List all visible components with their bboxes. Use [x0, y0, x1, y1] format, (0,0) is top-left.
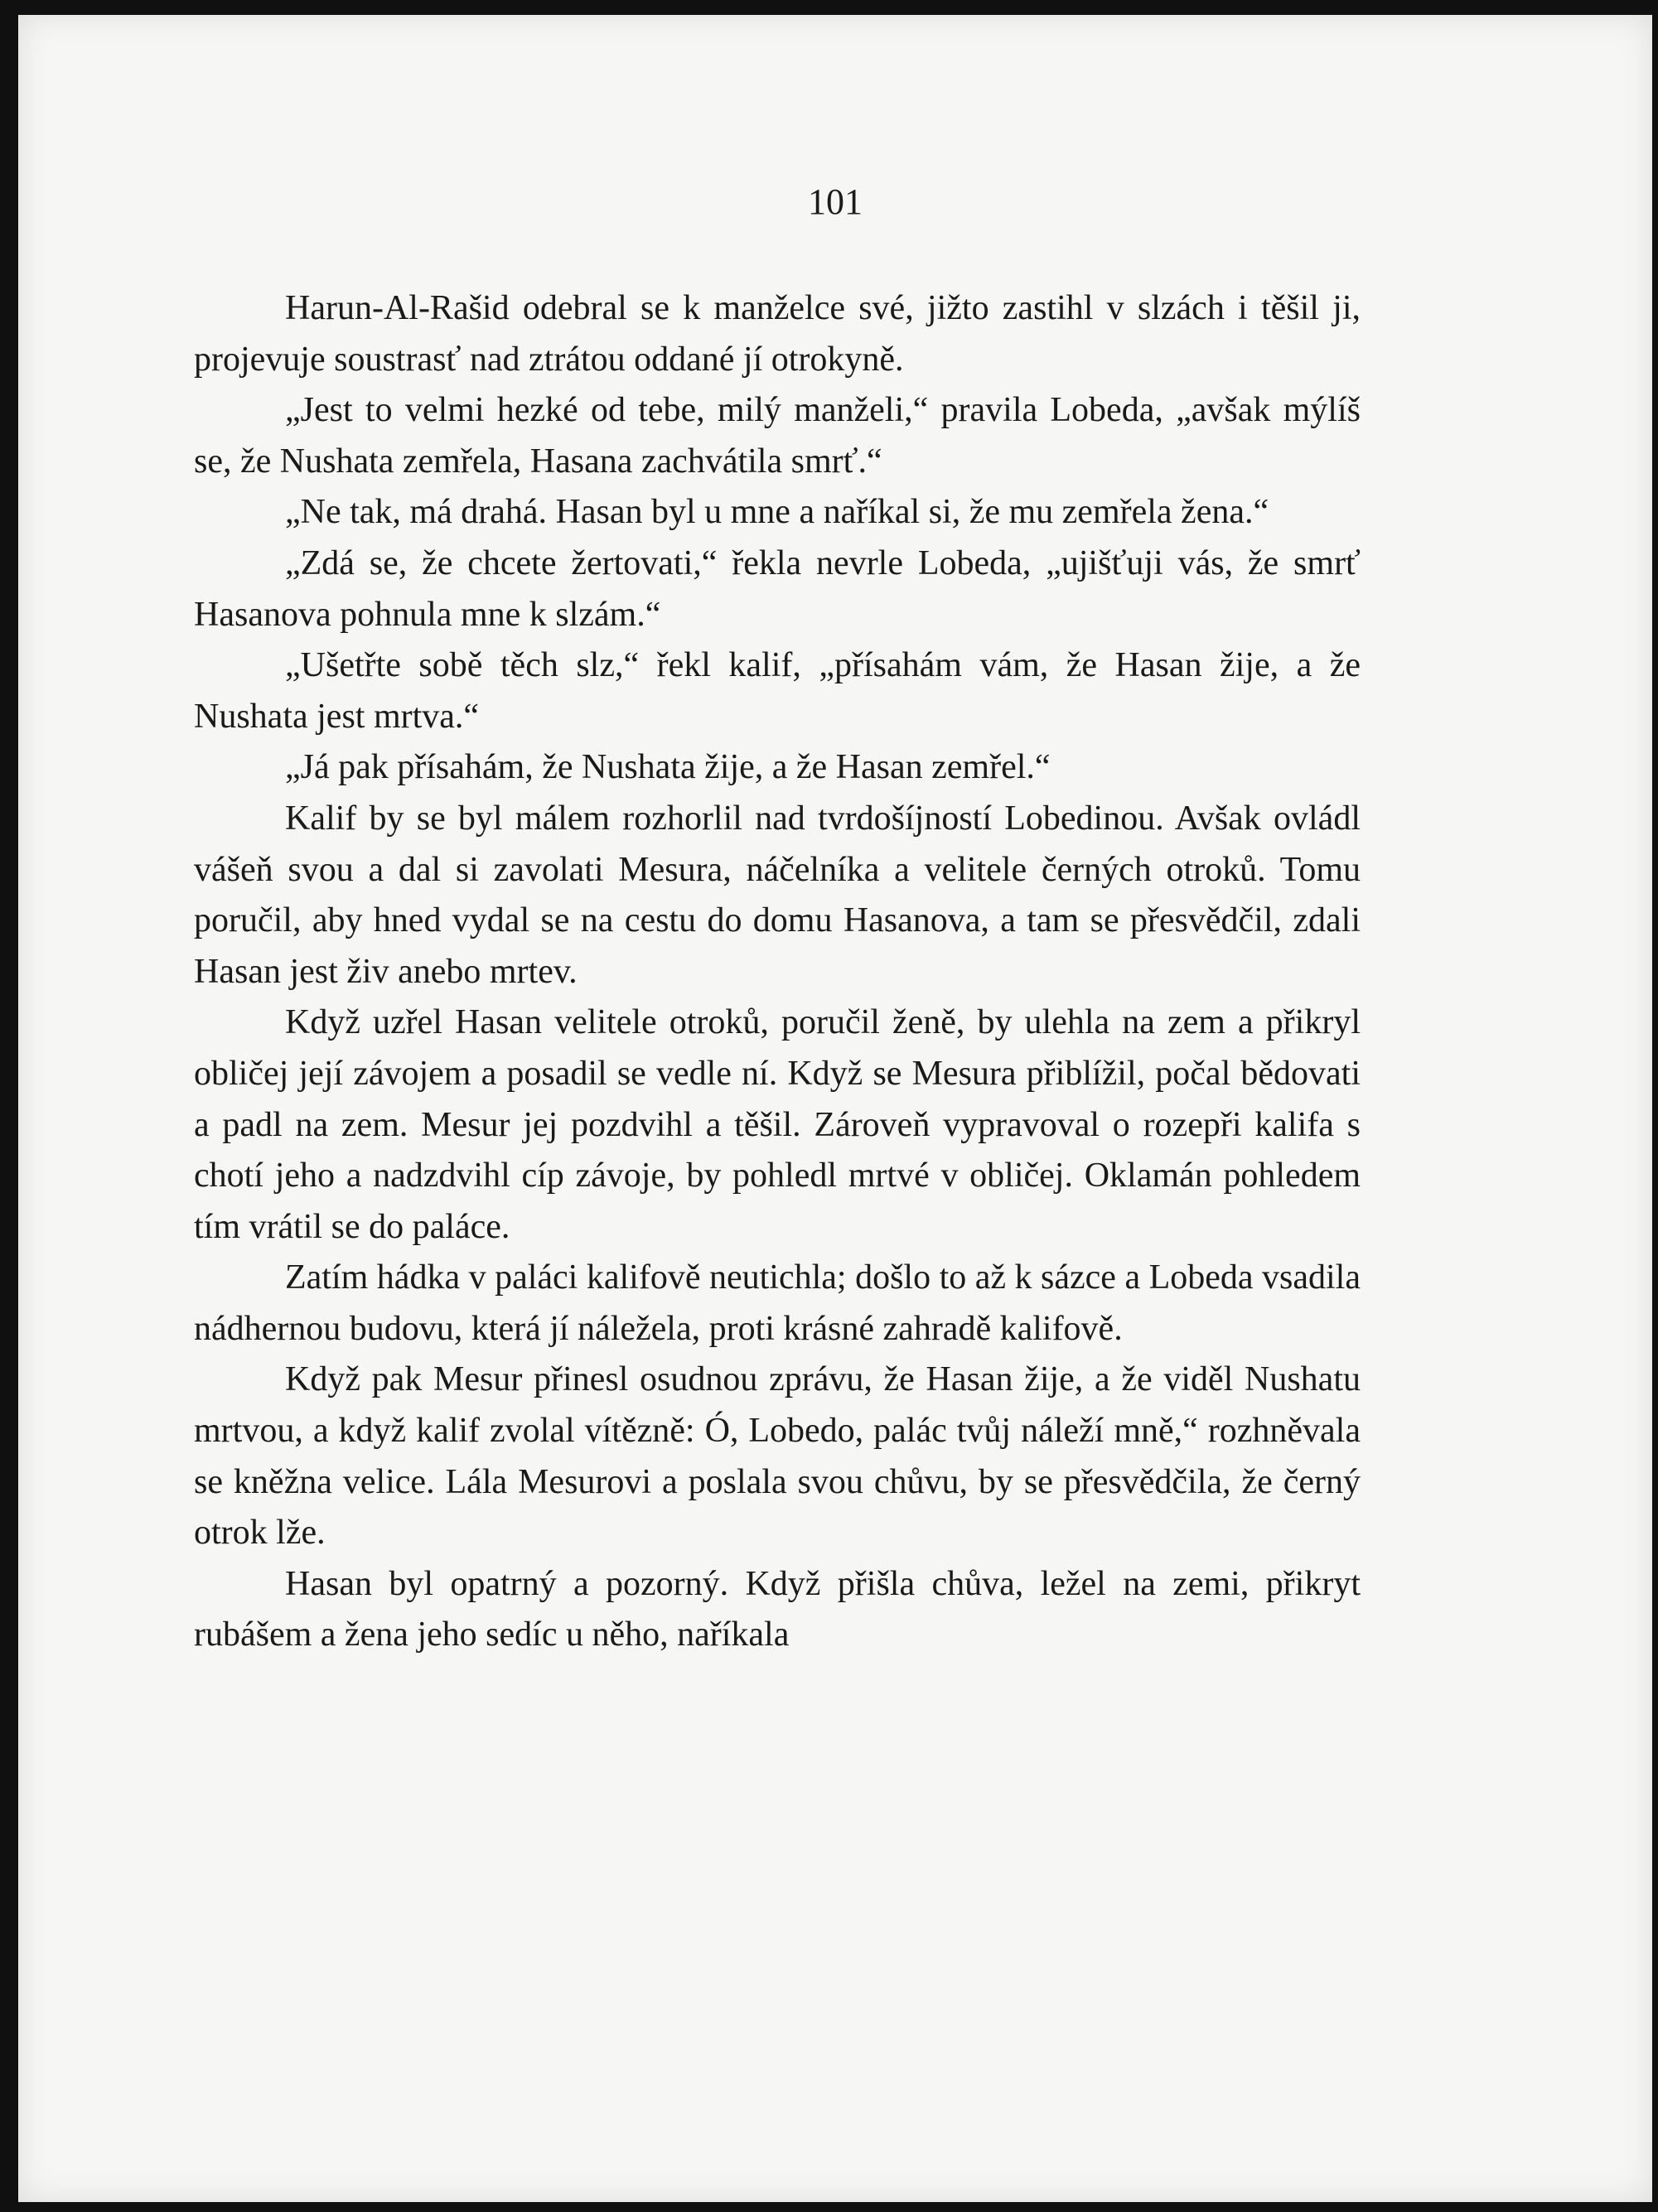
paragraph: Kalif by se byl málem rozhorlil nad tvrdošíjností Lobedinou. Avšak ovládl vášeň svou a dal si zavolati Mesura, náčelníka a velitele černých otroků. Tomu poručil, aby hned vydal se na cestu do domu Hasanova, a tam se přesvědčil, zdali Hasan jest živ anebo mrtev.	[194, 799, 1361, 991]
paragraph: „Zdá se, že chcete žertovati,“ řekla nevrle Lobeda, „ujišťuji vás, že smrť Hasanova pohnula mne k slzám.“	[194, 543, 1361, 634]
paragraph: „Jest to velmi hezké od tebe, milý manželi,“ pravila Lobeda, „avšak mýlíš se, že Nushata zemřela, Hasana zachvátila smrť.“	[194, 391, 1361, 481]
paragraph: „Já pak přísahám, že Nushata žije, a že Hasan zemřel.“	[285, 748, 1051, 787]
paragraph: „Ne tak, má drahá. Hasan byl u mne a naříkal si, že mu zemřela žena.“	[285, 493, 1269, 532]
paragraph: Hasan byl opatrný a pozorný. Když přišla chůva, ležel na zemi, přikryt rubášem a žena jeho sedíc u něho, naříkala	[194, 1564, 1361, 1654]
book-page	[18, 15, 1652, 2202]
paragraph: Když pak Mesur přinesl osudnou zprávu, že Hasan žije, a že viděl Nushatu mrtvou, a když kalif zvolal vítězně: Ó, Lobedo, palác tvůj náleží mně,“ rozhněvala se kněžna velice. Lála Mesurovi a poslala svou chůvu, by se přesvědčila, že černý otrok lže.	[194, 1360, 1361, 1553]
body-text	[194, 283, 1361, 1661]
paragraph: Harun-Al-Rašid odebral se k manželce své, jižto zastihl v slzách i těšil ji, projevuje soustrasť nad ztrátou oddané jí otrokyně.	[194, 289, 1361, 379]
page-number: 101	[808, 181, 863, 222]
paragraph: „Ušetřte sobě těch slz,“ řekl kalif, „přísahám vám, že Hasan žije, a že Nushata jest mrtva.“	[194, 646, 1361, 736]
paragraph: Zatím hádka v paláci kalifově neutichla; došlo to až k sázce a Lobeda vsadila nádhernou budovu, která jí náležela, proti krásné zahradě kalifově.	[194, 1258, 1361, 1348]
paragraph: Když uzřel Hasan velitele otroků, poručil ženě, by ulehla na zem a přikryl obličej její závojem a posadil se vedle ní. Když se Mesura přiblížil, počal bědovati a padl na zem. Mesur jej pozdvihl a těšil. Zároveň vypravoval o rozepři kalifa s chotí jeho a nadzdvihl cíp závoje, by pohledl mrtvé v obličej. Oklamán pohledem tím vrátil se do paláce.	[194, 1003, 1361, 1246]
